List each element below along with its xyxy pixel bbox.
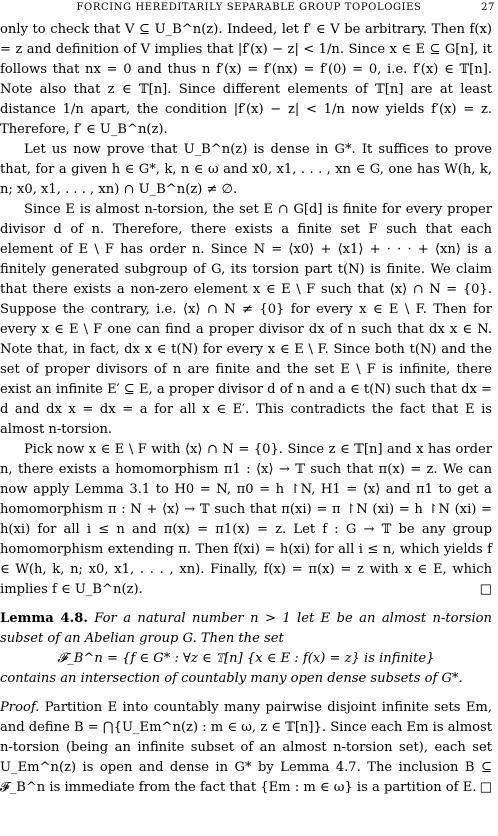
proof-label: Proof.: [0, 700, 40, 715]
paragraph-density-claim: Let us now prove that U_B^n(z) is dense in G*. It suffices to prove that, for a given h ∈ G*, k, n ∈ ω and x0, x1, . . . , xn ∈ G, one has W(h, k, n; x0, x1, . . . , xn) ∩ U_B^n(z) ≠ ∅.: [0, 142, 492, 197]
running-header: [0, 2, 498, 16]
qed-symbol: □: [479, 780, 492, 795]
lemma-label: Lemma 4.8.: [0, 611, 88, 626]
paragraph-torsion-argument: Since E is almost n-torsion, the set E ∩ G[d] is finite for every proper divisor d of n. Therefore, there exists a finite set F such that each element of E \ F has order n. Since N = ⟨x0⟩ + ⟨x1⟩ + · · · + ⟨xn⟩ is a finitely generated subgroup of G, its torsion part t(N) is finite. We claim that there exists a non-zero element x ∈ E \ F such that ⟨x⟩ ∩ N = {0}. Suppose the contrary, i.e. ⟨x⟩ ∩ N ≠ {0} for every x ∈ E \ F. Then for every x ∈ E \ F one can find a proper divisor dx of n such that dx x ∈ N. Note that, in fact, dx x ∈ t(N) for every x ∈ E \ F. Since both t(N) and the set of proper divisors of n are finite and the set E \ F is infinite, there exist an infinite E′ ⊆ E, a proper divisor d of n and a ∈ t(N) such that dx = d and dx x = dx = a for all x ∈ E′. This contradicts the fact that E is almost n-torsion.: [0, 202, 492, 437]
text-body: [0, 20, 492, 798]
display-equation: [0, 649, 492, 669]
paragraph-text: Pick now x ∈ E \ F with ⟨x⟩ ∩ N = {0}. Since z ∈ 𝕋[n] and x has order n, there exists a homomorphism π1 : ⟨x⟩ → 𝕋 such that π(x) = z. We can now apply Lemma 3.1 to H0 = N, π0 = h ↾N, H1 = ⟨x⟩ and π1 to get a homomorphism π : N + ⟨x⟩ → 𝕋 such that π(xi) = π ↾N (xi) = h ↾N (xi) = h(xi) for all i ≤ n and π(x) = π1(x) = z. Let f : G → 𝕋 be any group homomorphism extending π. Then f(xi) = h(xi) for all i ≤ n, which yields f ∈ W(h, k, n; x0, x1, . . . , xn). Finally, f(x) = π(x) = z with x ∈ E, which implies f ∈ U_B^n(z).: [0, 442, 492, 597]
section-gap: [0, 600, 492, 609]
paragraph-homomorphism-construction: [0, 440, 492, 600]
lemma-statement-text: For a natural number n > 1 let E be an almost n-torsion subset of an Abelian group G. Then the set: [0, 611, 492, 646]
paragraph-proof-end-check: only to check that V ⊆ U_B^n(z). Indeed, let f′ ∈ V be arbitrary. Then f(x) = z and definition of V implies that |f′(x) − z| < 1/n. Since x ∈ E ⊆ G[n], it follows that nx = 0 and thus n f′(x) = f′(nx) = f′(0) = 0, i.e. f′(x) ∈ 𝕋[n]. Note also that z ∈ 𝕋[n]. Since different elements of 𝕋[n] are at least distance 1/n apart, the condition |f′(x) − z| < 1/n now yields f′(x) = z. Therefore, f′ ∈ U_B^n(z).: [0, 22, 492, 137]
lemma-conclusion: [0, 669, 492, 689]
display-equation-text: 𝓕_B^n = {f ∈ G* : ∀z ∈ 𝕋[n] {x ∈ E : f(x) = z} is infinite}: [57, 651, 435, 666]
lemma-conclusion-text: contains an intersection of countably many open dense subsets of G*.: [0, 671, 463, 686]
section-gap: [0, 689, 492, 698]
proof-text: Partition E into countably many pairwise disjoint infinite sets Em, and define B = ⋂{U_Em^n(z) : m ∈ ω, z ∈ 𝕋[n]}. Since each Em is almost n-torsion (being an infinite subset of an almost n-torsion set), each set U_Em^n(z) is open and dense in G* by Lemma 4.7. The inclusion B ⊆ 𝓕_B^n is immediate from the fact that {Em : m ∈ ω} is a partition of E.: [0, 700, 492, 795]
proof-paragraph: [0, 698, 492, 798]
lemma-statement: [0, 609, 492, 649]
page-number: 27: [481, 2, 495, 13]
running-title: FORCING HEREDITARILY SEPARABLE GROUP TOPOLOGIES: [76, 2, 422, 13]
qed-symbol: □: [479, 582, 492, 597]
